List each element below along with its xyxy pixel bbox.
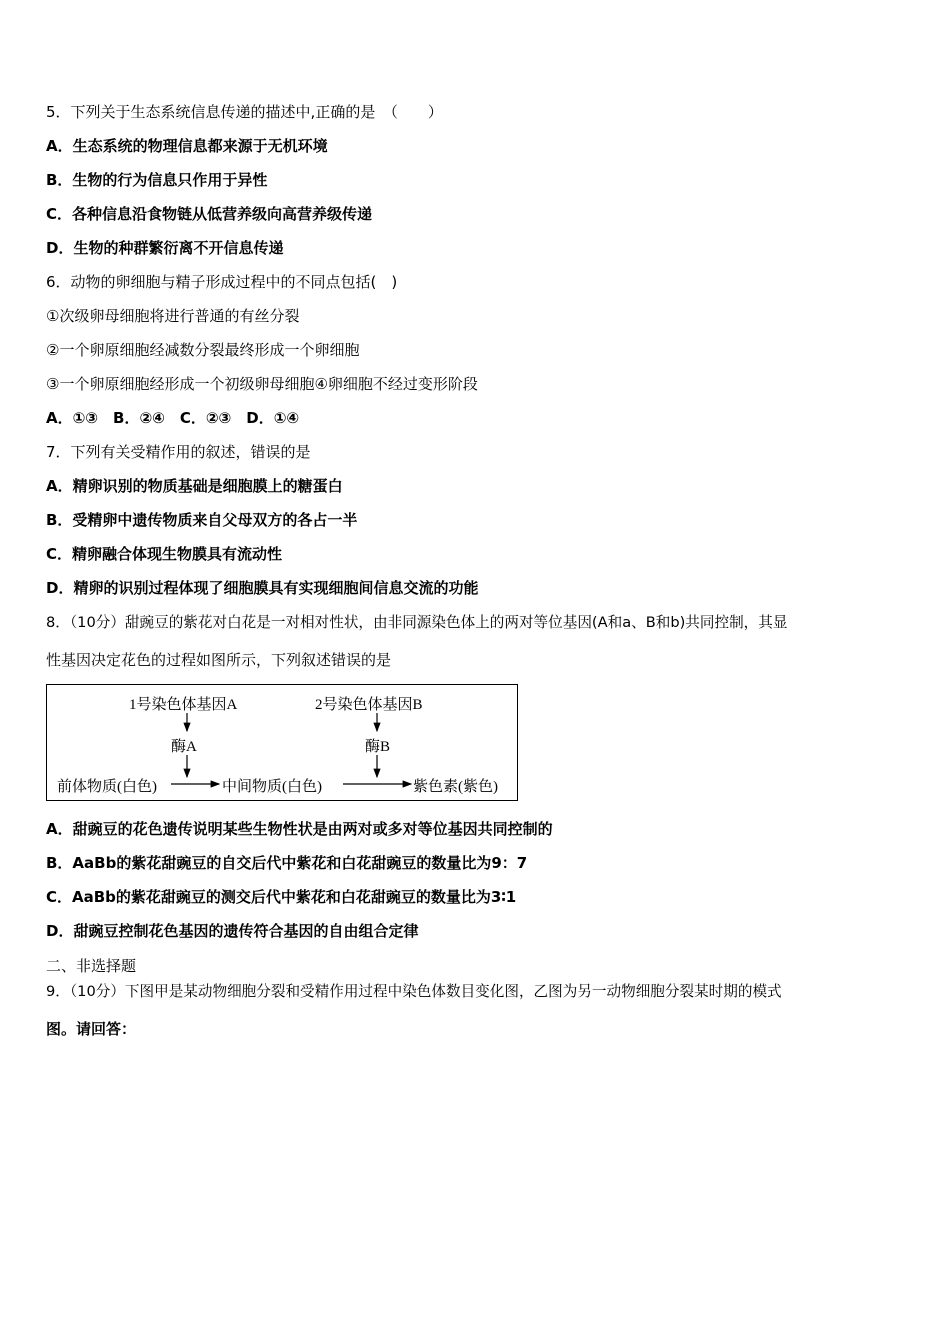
q5-option-d: D．生物的种群繁衍离不开信息传递: [46, 239, 284, 257]
gene-b-label: 2号染色体基因B: [315, 697, 423, 713]
q6-item-1: ①次级卵母细胞将进行普通的有丝分裂: [46, 307, 300, 325]
q8-option-c: C．AaBb的紫花甜豌豆的测交后代中紫花和白花甜豌豆的数量比为3∶1: [46, 888, 517, 906]
product-label: 紫色素(紫色): [413, 779, 498, 795]
q7-stem: 7．下列有关受精作用的叙述，错误的是: [46, 443, 311, 461]
enzyme-b-label: 酶B: [365, 739, 391, 755]
q9-stem-line1: 9．（10分）下图甲是某动物细胞分裂和受精作用过程中染色体数目变化图，乙图为另一动物细胞分裂某时期的模式: [46, 983, 782, 1000]
q5-option-c: C．各种信息沿食物链从低营养级向高营养级传递: [46, 205, 373, 223]
q6-item-2: ②一个卵原细胞经减数分裂最终形成一个卵细胞: [46, 341, 360, 359]
flower-color-pathway-diagram: [46, 684, 518, 801]
section-heading: 二、非选择题: [46, 957, 137, 975]
q6-options: A．①③ B．②④ C．②③ D．①④: [46, 409, 300, 427]
q8-stem-line2: 性基因决定花色的过程如图所示，下列叙述错误的是: [46, 651, 392, 669]
q8-stem-line1: 8．（10分）甜豌豆的紫花对白花是一对相对性状，由非同源染色体上的两对等位基因(A和a、B和b)共同控制，其显: [46, 614, 788, 631]
enzyme-a-label: 酶A: [171, 739, 197, 755]
q8-option-a: A．甜豌豆的花色遗传说明某些生物性状是由两对或多对等位基因共同控制的: [46, 820, 553, 838]
q5-option-b: B．生物的行为信息只作用于异性: [46, 171, 268, 189]
intermediate-label: 中间物质(白色): [222, 779, 322, 795]
q5-option-a: A．生态系统的物理信息都来源于无机环境: [46, 137, 328, 155]
gene-a-label: 1号染色体基因A: [129, 697, 238, 713]
q8-option-d: D．甜豌豆控制花色基因的遗传符合基因的自由组合定律: [46, 922, 419, 940]
q6-item-3: ③一个卵原细胞经形成一个初级卵母细胞④卵细胞不经过变形阶段: [46, 375, 478, 393]
q7-option-d: D．精卵的识别过程体现了细胞膜具有实现细胞间信息交流的功能: [46, 579, 479, 597]
q7-option-c: C．精卵融合体现生物膜具有流动性: [46, 545, 283, 563]
q8-option-b: B．AaBb的紫花甜豌豆的自交后代中紫花和白花甜豌豆的数量比为9：7: [46, 854, 528, 872]
precursor-label: 前体物质(白色): [57, 779, 157, 795]
q6-stem: 6．动物的卵细胞与精子形成过程中的不同点包括( ): [46, 273, 398, 291]
q7-option-a: A．精卵识别的物质基础是细胞膜上的糖蛋白: [46, 477, 343, 495]
q9-stem-line2: 图。请回答：: [46, 1020, 137, 1038]
q5-stem: 5．下列关于生态系统信息传递的描述中,正确的是 （ ）: [46, 103, 443, 121]
q7-option-b: B．受精卵中遗传物质来自父母双方的各占一半: [46, 511, 358, 529]
